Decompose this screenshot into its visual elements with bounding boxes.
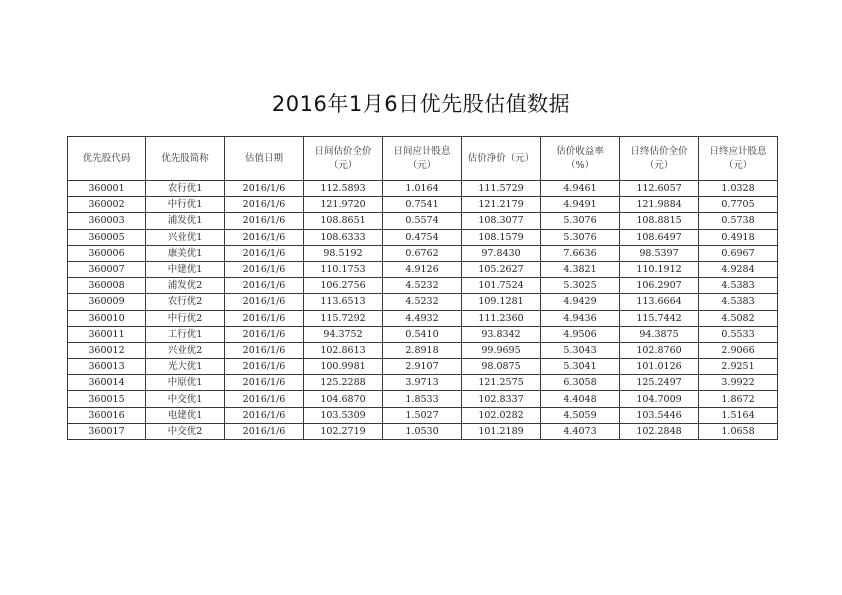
table-cell: 360006 (68, 245, 146, 261)
table-cell: 4.9461 (541, 181, 620, 197)
table-cell: 4.9491 (541, 197, 620, 213)
column-header-line: （元） (328, 159, 358, 171)
table-cell: 110.1753 (304, 261, 383, 277)
table-cell: 93.8342 (462, 326, 541, 342)
column-header (225, 137, 304, 181)
column-header-line: （元） (407, 159, 437, 171)
column-header (462, 137, 541, 181)
table-cell: 111.2360 (462, 310, 541, 326)
table-cell: 97.8430 (462, 245, 541, 261)
table-cell: 108.8815 (620, 213, 699, 229)
table-cell: 2016/1/6 (225, 197, 304, 213)
table-cell: 98.5192 (304, 245, 383, 261)
column-header-line: （元） (644, 159, 674, 171)
table-cell: 1.5164 (699, 407, 778, 423)
table-cell: 360007 (68, 261, 146, 277)
table-cell: 中交优1 (146, 391, 225, 407)
table-cell: 0.6967 (699, 245, 778, 261)
table-cell: 工行优1 (146, 326, 225, 342)
table-row (68, 423, 778, 439)
table-cell: 中行优1 (146, 197, 225, 213)
column-header (699, 137, 778, 181)
table-row (68, 407, 778, 423)
table-row (68, 375, 778, 391)
table-cell: 121.9720 (304, 197, 383, 213)
table-cell: 4.9429 (541, 294, 620, 310)
table-row (68, 181, 778, 197)
table-cell: 0.4754 (383, 229, 462, 245)
table-row (68, 391, 778, 407)
table-cell: 103.5309 (304, 407, 383, 423)
table-cell: 125.2288 (304, 375, 383, 391)
table-cell: 4.5383 (699, 278, 778, 294)
table-cell: 0.5410 (383, 326, 462, 342)
table-cell: 113.6664 (620, 294, 699, 310)
table-cell: 2.9066 (699, 342, 778, 358)
table-cell: 4.5232 (383, 278, 462, 294)
table-cell: 103.5446 (620, 407, 699, 423)
table-cell: 109.1281 (462, 294, 541, 310)
table-cell: 360011 (68, 326, 146, 342)
table-cell: 4.5232 (383, 294, 462, 310)
column-header-line: 优先股简称 (161, 152, 209, 164)
table-cell: 2016/1/6 (225, 407, 304, 423)
table-cell: 0.5533 (699, 326, 778, 342)
table-cell: 4.5059 (541, 407, 620, 423)
table-cell: 94.3752 (304, 326, 383, 342)
table-cell: 360008 (68, 278, 146, 294)
table-cell: 2016/1/6 (225, 310, 304, 326)
column-header-line: 优先股代码 (82, 152, 131, 164)
table-cell: 6.3058 (541, 375, 620, 391)
table-cell: 浦发优2 (146, 278, 225, 294)
table-cell: 106.2907 (620, 278, 699, 294)
table-row (68, 342, 778, 358)
table-cell: 102.8613 (304, 342, 383, 358)
table-cell: 2016/1/6 (225, 375, 304, 391)
table-cell: 4.5383 (699, 294, 778, 310)
table-cell: 102.8337 (462, 391, 541, 407)
column-header (620, 137, 699, 181)
table-cell: 360012 (68, 342, 146, 358)
table-cell: 4.3821 (541, 261, 620, 277)
table-cell: 360017 (68, 423, 146, 439)
table-cell: 2016/1/6 (225, 245, 304, 261)
table-cell: 102.8760 (620, 342, 699, 358)
table-cell: 2016/1/6 (225, 213, 304, 229)
table-cell: 2016/1/6 (225, 423, 304, 439)
table-cell: 浦发优1 (146, 213, 225, 229)
table-cell: 5.3076 (541, 213, 620, 229)
table-cell: 3.9922 (699, 375, 778, 391)
column-header-line: 日间应计股息 (393, 145, 451, 157)
table-cell: 2016/1/6 (225, 294, 304, 310)
column-header-line: （%） (565, 159, 595, 171)
table-cell: 98.0875 (462, 359, 541, 375)
table-cell: 7.6636 (541, 245, 620, 261)
column-header-line: （元） (723, 159, 753, 171)
table-cell: 中建优1 (146, 261, 225, 277)
table-cell: 112.6057 (620, 181, 699, 197)
table-cell: 4.4048 (541, 391, 620, 407)
table-cell: 4.9284 (699, 261, 778, 277)
table-cell: 2.8918 (383, 342, 462, 358)
column-header-line: 估值日期 (244, 152, 283, 164)
table-cell: 102.2848 (620, 423, 699, 439)
table-cell: 4.9436 (541, 310, 620, 326)
table-cell: 360001 (68, 181, 146, 197)
table-cell: 102.2719 (304, 423, 383, 439)
table-cell: 110.1912 (620, 261, 699, 277)
table-cell: 5.3041 (541, 359, 620, 375)
table-cell: 360015 (68, 391, 146, 407)
table-cell: 104.6870 (304, 391, 383, 407)
table-cell: 360016 (68, 407, 146, 423)
column-header (304, 137, 383, 181)
table-cell: 0.5738 (699, 213, 778, 229)
table-cell: 104.7009 (620, 391, 699, 407)
valuation-table (67, 136, 778, 440)
table-cell: 101.2189 (462, 423, 541, 439)
table-body (68, 181, 778, 440)
document-title: 2016年1月6日优先股估值数据 (271, 92, 571, 116)
table-row (68, 326, 778, 342)
column-header (541, 137, 620, 181)
column-header-line: 日终估价全价 (630, 145, 688, 157)
table-cell: 5.3043 (541, 342, 620, 358)
table-cell: 2016/1/6 (225, 261, 304, 277)
column-header-line: 日间估价全价 (314, 145, 372, 157)
table-cell: 2016/1/6 (225, 342, 304, 358)
table-cell: 1.0164 (383, 181, 462, 197)
column-header-line: 估价收益率 (556, 145, 604, 157)
table-cell: 农行优1 (146, 181, 225, 197)
table-cell: 1.0658 (699, 423, 778, 439)
table-cell: 2016/1/6 (225, 359, 304, 375)
table-cell: 2.9251 (699, 359, 778, 375)
table-cell: 4.9126 (383, 261, 462, 277)
table-cell: 105.2627 (462, 261, 541, 277)
table-cell: 115.7292 (304, 310, 383, 326)
table-cell: 1.8533 (383, 391, 462, 407)
table-cell: 光大优1 (146, 359, 225, 375)
table-row (68, 229, 778, 245)
table-cell: 1.8672 (699, 391, 778, 407)
table-cell: 5.3025 (541, 278, 620, 294)
table-cell: 1.5027 (383, 407, 462, 423)
table-cell: 中交优2 (146, 423, 225, 439)
table-cell: 121.9884 (620, 197, 699, 213)
table-cell: 113.6513 (304, 294, 383, 310)
table-cell: 4.4932 (383, 310, 462, 326)
table-cell: 4.4073 (541, 423, 620, 439)
table-cell: 2016/1/6 (225, 326, 304, 342)
table-cell: 0.7705 (699, 197, 778, 213)
table-cell: 106.2756 (304, 278, 383, 294)
table-cell: 101.7524 (462, 278, 541, 294)
table-cell: 360005 (68, 229, 146, 245)
table-cell: 125.2497 (620, 375, 699, 391)
header-row (68, 137, 778, 181)
table-cell: 兴业优2 (146, 342, 225, 358)
table-cell: 兴业优1 (146, 229, 225, 245)
table-header (68, 137, 778, 181)
table-row (68, 245, 778, 261)
table-cell: 108.8651 (304, 213, 383, 229)
table-cell: 5.3076 (541, 229, 620, 245)
table-cell: 2016/1/6 (225, 278, 304, 294)
table-cell: 农行优2 (146, 294, 225, 310)
table-cell: 121.2575 (462, 375, 541, 391)
table-cell: 0.4918 (699, 229, 778, 245)
table-cell: 中行优2 (146, 310, 225, 326)
table-row (68, 294, 778, 310)
table-cell: 108.1579 (462, 229, 541, 245)
column-header-line: 日终应计股息 (709, 145, 767, 157)
table-cell: 2.9107 (383, 359, 462, 375)
table-row (68, 359, 778, 375)
table-cell: 115.7442 (620, 310, 699, 326)
table-cell: 108.3077 (462, 213, 541, 229)
column-header-line: 估价净价（元） (467, 152, 535, 164)
table-cell: 360014 (68, 375, 146, 391)
table-cell: 94.3875 (620, 326, 699, 342)
table-cell: 360003 (68, 213, 146, 229)
table-cell: 2016/1/6 (225, 391, 304, 407)
table-cell: 360010 (68, 310, 146, 326)
table-cell: 0.5574 (383, 213, 462, 229)
column-header (68, 137, 146, 181)
table-cell: 360002 (68, 197, 146, 213)
table-row (68, 261, 778, 277)
table-row (68, 310, 778, 326)
column-header (146, 137, 225, 181)
table-cell: 3.9713 (383, 375, 462, 391)
table-cell: 112.5893 (304, 181, 383, 197)
table-cell: 360009 (68, 294, 146, 310)
table-cell: 中原优1 (146, 375, 225, 391)
table-cell: 2016/1/6 (225, 229, 304, 245)
table-row (68, 213, 778, 229)
table-cell: 102.0282 (462, 407, 541, 423)
table-cell: 360013 (68, 359, 146, 375)
table-cell: 4.9506 (541, 326, 620, 342)
table-cell: 4.5082 (699, 310, 778, 326)
table-cell: 100.9981 (304, 359, 383, 375)
column-header (383, 137, 462, 181)
table-cell: 111.5729 (462, 181, 541, 197)
table-row (68, 278, 778, 294)
table-cell: 电建优1 (146, 407, 225, 423)
table-cell: 1.0328 (699, 181, 778, 197)
table-cell: 101.0126 (620, 359, 699, 375)
table-row (68, 197, 778, 213)
table-cell: 108.6497 (620, 229, 699, 245)
table-cell: 108.6333 (304, 229, 383, 245)
table-cell: 1.0530 (383, 423, 462, 439)
table-cell: 121.2179 (462, 197, 541, 213)
table-cell: 0.6762 (383, 245, 462, 261)
table-cell: 康美优1 (146, 245, 225, 261)
table-cell: 2016/1/6 (225, 181, 304, 197)
table-cell: 98.5397 (620, 245, 699, 261)
table-cell: 99.9695 (462, 342, 541, 358)
table-cell: 0.7541 (383, 197, 462, 213)
